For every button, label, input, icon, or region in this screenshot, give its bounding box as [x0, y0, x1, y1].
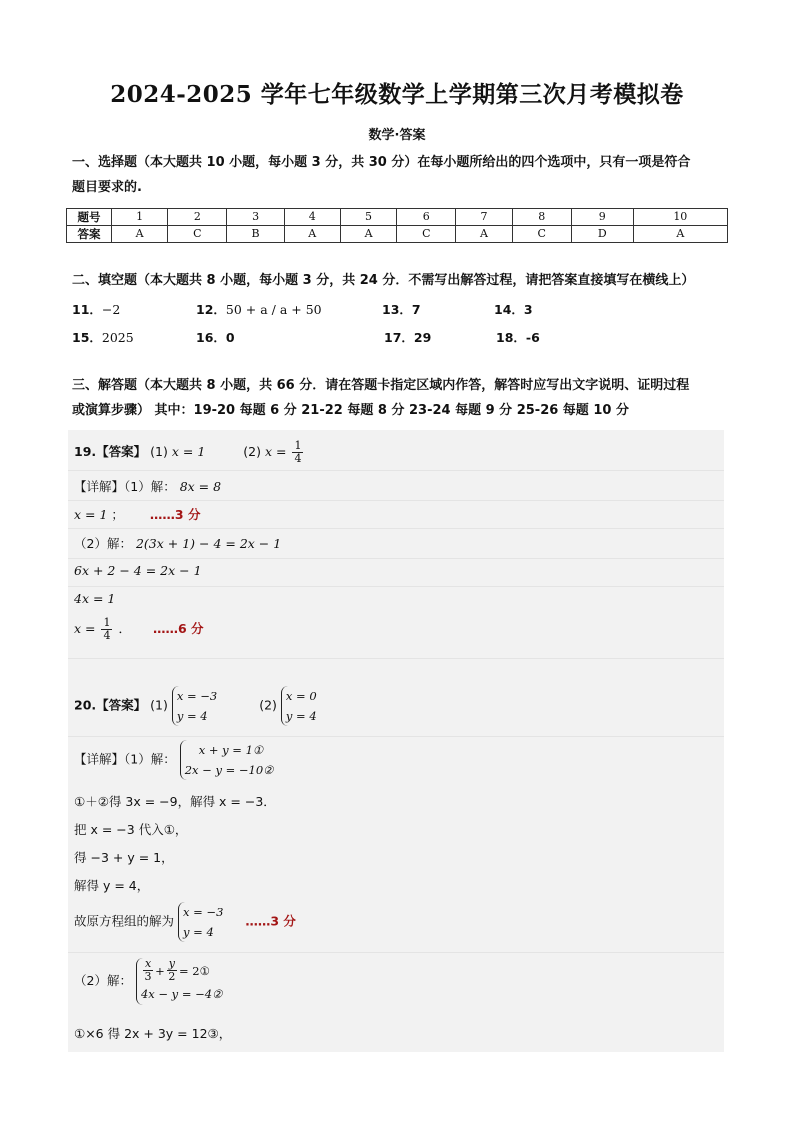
answer-cell: A [340, 226, 396, 243]
section3-line2: 或演算步骤） 其中：19-20 每题 6 分 21-22 每题 8 分 23-24 每题 9 分 25-26 每题 10 分 [72, 403, 629, 418]
q19-part2-head: （2）解： [74, 536, 132, 551]
denominator: 3 [144, 970, 152, 983]
q20-line2: 把 x = −3 代入①， [74, 822, 188, 837]
question-number: 7 [456, 209, 512, 226]
fill-answer-17 [384, 328, 431, 346]
answer-cell: A [112, 226, 168, 243]
period: ． [118, 621, 131, 636]
q19-detail-label: 【详解】（1）解： [74, 479, 176, 494]
equation-lhs: x = [74, 621, 96, 636]
answer-cell: C [397, 226, 456, 243]
question-number: 6 [397, 209, 456, 226]
fill-label: 11． [72, 302, 102, 317]
equation: x = 0 [285, 689, 317, 703]
answer-cell: D [571, 226, 633, 243]
divider [68, 500, 724, 501]
fill-value: 50 + a / a + 50 [225, 302, 322, 317]
section3-line1: 三、解答题（本大题共 8 小题，共 66 分．请在答题卡指定区域内作答，解答时应写出文字说明、证明过程 [72, 378, 690, 393]
equation: 4x − y = −4② [140, 987, 223, 1001]
q19-part2-eq: 2(3x + 1) − 4 = 2x − 1 [135, 536, 282, 551]
q20-line4: 解得 y = 4， [74, 878, 150, 893]
score-marker: ……3 分 [149, 507, 201, 522]
fill-label: 16． [196, 330, 226, 345]
answer-cell: C [512, 226, 571, 243]
answer-table-answer-row [67, 226, 728, 243]
answer-cell: A [456, 226, 512, 243]
fraction [167, 958, 177, 983]
fill-value: -6 [525, 330, 540, 345]
section1-line1: 一、选择题（本大题共 10 小题，每小题 3 分，共 30 分）在每小题所给出的四个选项中，只有一项是符合 [72, 155, 691, 170]
fill-answer-14 [494, 300, 533, 318]
question-number: 8 [512, 209, 571, 226]
q20-system2 [136, 958, 222, 1005]
denominator: 4 [103, 629, 111, 642]
score-marker: ……3 分 [245, 913, 296, 929]
q20-part2-head: （2）解： [74, 973, 132, 988]
section1-line2: 题目要求的. [72, 180, 142, 195]
fill-answer-12 [196, 300, 322, 318]
q20-line3: 得 −3 + y = 1， [74, 850, 174, 865]
equation: x + y = 1① [198, 743, 264, 757]
equation: x = −3 [183, 905, 224, 919]
fraction [143, 958, 153, 983]
q20-line5 [74, 902, 296, 942]
q20-detail-label: 【详解】（1）解： [74, 751, 176, 767]
fill-answer-18 [496, 328, 540, 346]
question-number: 3 [227, 209, 284, 226]
question-number: 4 [284, 209, 340, 226]
fill-value: −2 [101, 302, 121, 317]
q19-part2-label: (2) [243, 444, 261, 459]
page-title: 2024-2025 学年七年级数学上学期第三次月考模拟卷 [110, 81, 684, 108]
divider [68, 528, 724, 529]
q20-answer-line [74, 686, 317, 726]
q19-step1 [74, 505, 200, 523]
fill-answer-15 [72, 328, 134, 346]
numerator: y [168, 957, 176, 970]
answer-cell: A [284, 226, 340, 243]
fill-label: 13． [382, 302, 412, 317]
denominator: 4 [294, 452, 302, 465]
question-number: 9 [571, 209, 633, 226]
fill-value: 29 [413, 330, 432, 345]
fill-label: 14． [494, 302, 524, 317]
q19-step4-fraction [101, 617, 112, 642]
system2-eq1: $\frac{x}{3}$ + $\frac{y}{2}$ = 2① [144, 957, 210, 983]
q19-step4 [74, 617, 204, 642]
equation: 6x + 2 − 4 = 2x − 1 [74, 563, 202, 578]
fill-label: 15． [72, 330, 102, 345]
numerator: x [144, 957, 152, 970]
denominator: 2 [168, 970, 176, 983]
q20-part2-line [74, 958, 222, 1005]
fill-value: 0 [225, 330, 235, 345]
divider [68, 470, 724, 471]
q19-part1-answer: x = 1 [171, 444, 206, 459]
numerator: 1 [103, 616, 111, 629]
q20-part2-label: (2) [259, 697, 277, 713]
fill-label: 12． [196, 302, 226, 317]
q20-solution-system [178, 902, 223, 942]
section3-heading [72, 373, 727, 423]
q20-part1-system [172, 686, 217, 726]
equation: x = −3 [176, 689, 218, 703]
q19-detail-eq: 8x = 8 [179, 479, 222, 494]
q20-system1 [180, 740, 274, 780]
question-number: 1 [112, 209, 168, 226]
question-number: 5 [340, 209, 396, 226]
answer-table-number-row [67, 209, 728, 226]
q20-line1: ①＋②得 3x = −9，解得 x = −3． [74, 794, 276, 809]
section2-heading: 二、填空题（本大题共 8 小题，每小题 3 分，共 24 分．不需写出解答过程，请把答案直接填写在横线上） [72, 273, 695, 288]
divider [68, 658, 724, 659]
fill-value: 3 [523, 302, 533, 317]
divider [68, 952, 724, 953]
fill-label: 18． [496, 330, 526, 345]
section1-heading [72, 150, 727, 200]
number-row-label: 题号 [67, 209, 112, 226]
label: 故原方程组的解为 [74, 913, 175, 929]
answer-table [66, 208, 728, 243]
divider [68, 558, 724, 559]
question-number: 10 [633, 209, 727, 226]
q19-step2 [74, 563, 202, 578]
fill-answer-11 [72, 300, 120, 318]
equation: x = 1 [74, 507, 108, 522]
divider [68, 586, 724, 587]
question-number: 2 [168, 209, 227, 226]
q19-step3 [74, 591, 115, 606]
equation: y = 4 [183, 925, 214, 939]
equation-rhs: = 2① [179, 963, 210, 978]
q19-part2-line [74, 534, 281, 552]
q19-answer-label: 19.【答案】 [74, 444, 147, 459]
q19-part1-label: (1) [150, 444, 168, 459]
fill-value: 7 [411, 302, 421, 317]
divider [68, 736, 724, 737]
page-subtitle: 数学·答案 [368, 128, 426, 143]
fill-value: 2025 [101, 330, 134, 345]
answer-cell: A [633, 226, 727, 243]
q19-part2-lhs: x = [264, 444, 287, 459]
q20-part2-system [281, 686, 317, 726]
equation: y = 4 [176, 709, 208, 723]
q19-answer-line [74, 440, 305, 465]
equation: y = 4 [285, 709, 317, 723]
q19-detail-line [74, 477, 221, 495]
fill-label: 17． [384, 330, 414, 345]
answer-row-label: 答案 [67, 226, 112, 243]
separator: ； [111, 507, 124, 522]
score-marker: ……6 分 [152, 621, 204, 636]
answer-cell: C [168, 226, 227, 243]
q20-line6: ①×6 得 2x + 3y = 12③， [74, 1026, 232, 1041]
equation: 2x − y = −10② [184, 763, 274, 777]
fill-answer-13 [382, 300, 421, 318]
q19-part2-fraction [292, 440, 303, 465]
numerator: 1 [294, 439, 302, 452]
fill-answer-16 [196, 328, 235, 346]
q20-answer-label: 20.【答案】 [74, 697, 147, 713]
q20-detail-line [74, 740, 273, 780]
equation: 4x = 1 [74, 591, 116, 606]
answer-cell: B [227, 226, 284, 243]
q20-part1-label: (1) [150, 697, 168, 713]
